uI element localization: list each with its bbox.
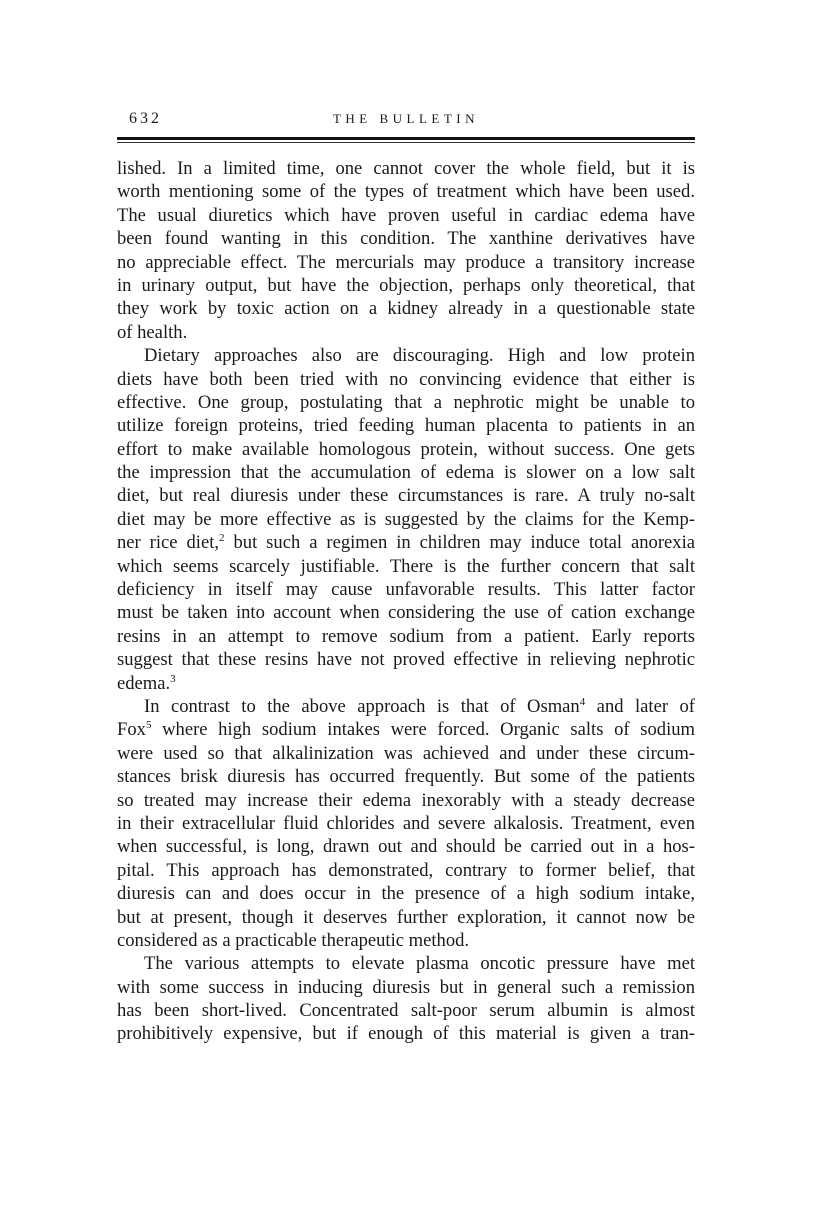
text-line: diet, but real diuresis under these circumstances is rare. A truly no-salt (117, 485, 695, 507)
footnote-reference: 2 (219, 532, 225, 545)
text-line: must be taken into account when considering the use of cation exchange (117, 602, 695, 624)
running-title: THE BULLETIN (332, 111, 480, 126)
header-rule-thin (117, 142, 695, 143)
text-line: when successful, is long, drawn out and should be carried out in a hos- (117, 836, 695, 858)
text-line: utilize foreign proteins, tried feeding human placenta to patients in an (117, 415, 695, 437)
text-line: The usual diuretics which have proven useful in cardiac edema have (117, 204, 695, 226)
text-line: in urinary output, but have the objection, perhaps only theoretical, that (117, 274, 695, 296)
text-line: diet may be more effective as is suggested by the claims for the Kemp- (117, 508, 695, 530)
text-line: so treated may increase their edema inexorably with a steady decrease (117, 789, 695, 811)
text-line: suggest that these resins have not proved effective in relieving nephrotic (117, 649, 695, 671)
text-line: diets have both been tried with no convincing evidence that either is (117, 368, 695, 390)
text-line: ner rice diet,$^2$ but such a regimen in children may induce total anorexia (117, 532, 695, 554)
text-line: but at present, though it deserves further exploration, it cannot now be (117, 906, 695, 928)
text-line: considered as a practicable therapeutic method. (117, 929, 470, 951)
running-header (117, 110, 695, 134)
text-line: were used so that alkalinization was achieved and under these circum- (117, 742, 695, 764)
text-line: lished. In a limited time, one cannot cover the whole field, but it is (117, 158, 695, 179)
footnote-reference: 3 (170, 672, 176, 685)
paragraph (117, 952, 695, 1046)
text-line: Dietary approaches also are discouraging. High and low protein (144, 345, 695, 367)
text-line: Fox$^5$ where high sodium intakes were forced. Organic salts of sodium (117, 719, 695, 741)
text-line: they work by toxic action on a kidney already in a questionable state (117, 298, 695, 320)
footnote-reference: 4 (579, 695, 586, 708)
footnote-reference: 5 (145, 719, 152, 732)
paragraph (117, 157, 695, 344)
text-line: stances brisk diuresis has occurred frequently. But some of the patients (117, 766, 695, 788)
text-line: In contrast to the above approach is that of Osman$^4$ and later of (144, 695, 695, 717)
text-line: been found wanting in this condition. The xanthine derivatives have (117, 228, 695, 250)
text-line: with some success in inducing diuresis but in general such a remission (117, 976, 695, 998)
paragraph (117, 344, 695, 695)
text-line: The various attempts to elevate plasma oncotic pressure have met (144, 953, 695, 975)
text-line: the impression that the accumulation of edema is slower on a low salt (117, 462, 695, 484)
page-number: 632 (129, 110, 162, 127)
text-line: in their extracellular fluid chlorides and severe alkalosis. Treatment, even (117, 812, 695, 834)
text-line: prohibitively expensive, but if enough of this material is given a tran- (117, 1023, 695, 1045)
text-line: which seems scarcely justifiable. There is the further concern that salt (117, 555, 695, 577)
text-line: pital. This approach has demonstrated, contrary to former belief, that (117, 859, 695, 881)
text-line: diuresis can and does occur in the presence of a high sodium intake, (117, 883, 695, 905)
text-line: resins in an attempt to remove sodium from a patient. Early reports (117, 625, 695, 647)
header-rule-thick (117, 137, 695, 140)
text-line: effort to make available homologous protein, without success. One gets (117, 438, 695, 460)
body-text (117, 157, 695, 1046)
text-line: has been short-lived. Concentrated salt-poor serum albumin is almost (117, 1000, 695, 1022)
text-line: no appreciable effect. The mercurials may produce a transitory increase (117, 251, 695, 273)
text-line: effective. One group, postulating that a nephrotic might be unable to (117, 391, 695, 413)
text-line: worth mentioning some of the types of treatment which have been used. (117, 181, 695, 203)
paragraph (117, 695, 695, 952)
text-line: edema.$^3$ (117, 672, 176, 694)
text-line: of health. (117, 321, 188, 343)
text-line: deficiency in itself may cause unfavorable results. This latter factor (117, 579, 695, 601)
